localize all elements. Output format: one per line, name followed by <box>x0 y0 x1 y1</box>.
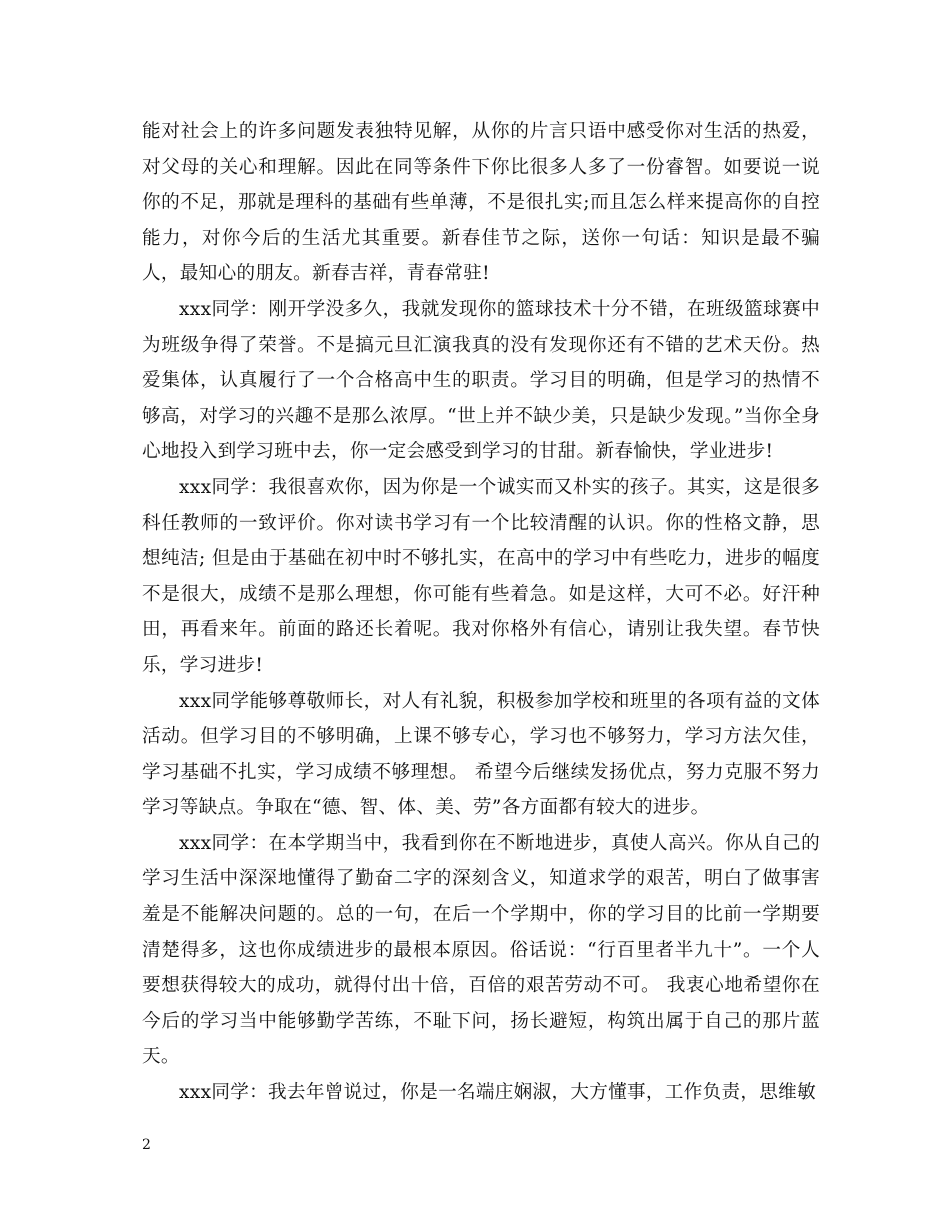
paragraph-4: xxx同学能够尊敬师长，对人有礼貌，积极参加学校和班里的各项有益的文体活动。但学习目的不够明确，上课不够专心，学习也不够努力，学习方法欠佳，学习基础不扎实，学习成绩不够理想。 希望今后继续发扬优点，努力克服不努力学习等缺点。争取在“德、智、体、美、劳”各方面都有较大的进步。 <box>142 690 820 819</box>
document-body <box>142 114 820 1111</box>
paragraph-1: 能对社会上的许多问题发表独特见解，从你的片言只语中感受你对生活的热爱，对父母的关心和理解。因此在同等条件下你比很多人多了一份睿智。如要说一说你的不足，那就是理科的基础有些单薄，不是很扎实;而且怎么样来提高你的自控能力，对你今后的生活尤其重要。新春佳节之际，送你一句话：知识是最不骗人，最知心的朋友。新春吉祥，青春常驻! <box>142 121 820 285</box>
paragraph-3: xxx同学：我很喜欢你，因为你是一个诚实而又朴实的孩子。其实，这是很多科任教师的一致评价。你对读书学习有一个比较清醒的认识。你的性格文静，思想纯洁; 但是由于基础在初中时不够扎实，在高中的学习中有些吃力，进步的幅度不是很大，成绩不是那么理想，你可能有些着急。如是这样，大可不必。好汗种田，再看来年。前面的路还长着呢。我对你格外有信心，请别让我失望。春节快乐，学习进步! <box>142 476 820 676</box>
paragraph-5: xxx同学：在本学期当中，我看到你在不断地进步，真使人高兴。你从自己的学习生活中深深地懂得了勤奋二字的深刻含义，知道求学的艰苦，明白了做事害羞是不能解决问题的。总的一句，在后一个学期中，你的学习目的比前一学期要清楚得多，这也你成绩进步的最根本原因。俗话说：“行百里者半九十”。一个人要想获得较大的成功，就得付出十倍，百倍的艰苦劳动不可。 我衷心地希望你在今后的学习当中能够勤学苦练，不耻下问，扬长避短，构筑出属于自己的那片蓝天。 <box>142 832 820 1068</box>
paragraph-2: xxx同学：刚开学没多久，我就发现你的篮球技术十分不错，在班级篮球赛中为班级争得了荣誉。不是搞元旦汇演我真的没有发现你还有不错的艺术天份。热爱集体，认真履行了一个合格高中生的职责。学习目的明确，但是学习的热情不够高，对学习的兴趣不是那么浓厚。“世上并不缺少美，只是缺少发现。”当你全身心地投入到学习班中去，你一定会感受到学习的甘甜。新春愉快，学业进步! <box>142 298 820 463</box>
paragraph-6: xxx同学：我去年曾说过，你是一名端庄娴淑，大方懂事，工作负责，思维敏 <box>179 1082 816 1104</box>
page-number: 2 <box>142 1137 151 1153</box>
